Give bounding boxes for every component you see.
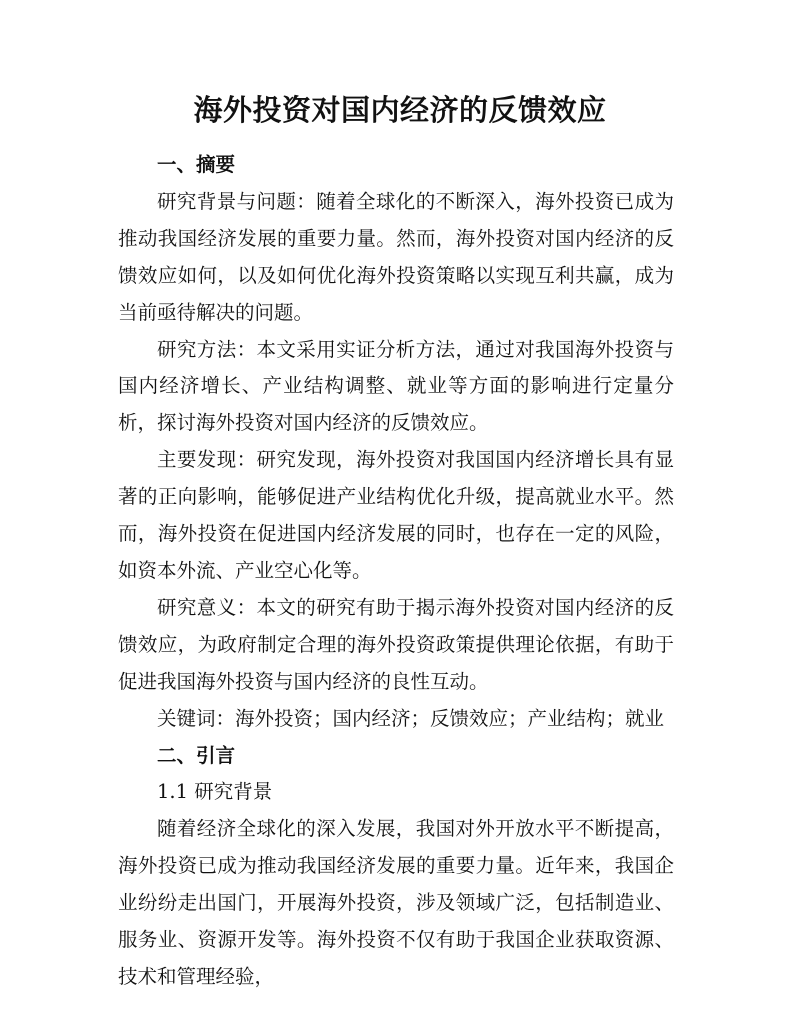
abstract-findings-paragraph: 主要发现：研究发现，海外投资对我国国内经济增长具有显著的正向影响，能够促进产业结构优化升级，提高就业水平。然而，海外投资在促进国内经济发展的同时，也存在一定的风险，如资本外流、产业空心化等。 xyxy=(118,448,674,582)
introduction-paragraph: 随着经济全球化的深入发展，我国对外开放水平不断提高，海外投资已成为推动我国经济发展的重要力量。近年来，我国企业纷纷走出国门，开展海外投资，涉及领域广泛，包括制造业、服务业、资源开发等。海外投资不仅有助于我国企业获取资源、技术和管理经验， xyxy=(118,817,674,988)
abstract-significance-paragraph: 研究意义：本文的研究有助于揭示海外投资对国内经济的反馈效应，为政府制定合理的海外投资政策提供理论依据，有助于促进我国海外投资与国内经济的良性互动。 xyxy=(118,595,674,693)
abstract-heading: 一、摘要 xyxy=(157,153,236,176)
document-body xyxy=(118,147,674,996)
abstract-method-paragraph: 研究方法：本文采用实证分析方法，通过对我国海外投资与国内经济增长、产业结构调整、就业等方面的影响进行定量分析，探讨海外投资对国内经济的反馈效应。 xyxy=(118,337,674,435)
keywords-line: 关键词：海外投资；国内经济；反馈效应；产业结构；就业 xyxy=(157,706,665,730)
document-title: 海外投资对国内经济的反馈效应 xyxy=(193,93,607,127)
introduction-heading: 二、引言 xyxy=(157,743,236,767)
abstract-background-paragraph: 研究背景与问题：随着全球化的不断深入，海外投资已成为推动我国经济发展的重要力量。然而，海外投资对国内经济的反馈效应如何，以及如何优化海外投资策略以实现互利共赢，成为当前亟待解决的问题。 xyxy=(118,189,674,324)
research-background-subheading: 1.1 研究背景 xyxy=(157,780,273,804)
